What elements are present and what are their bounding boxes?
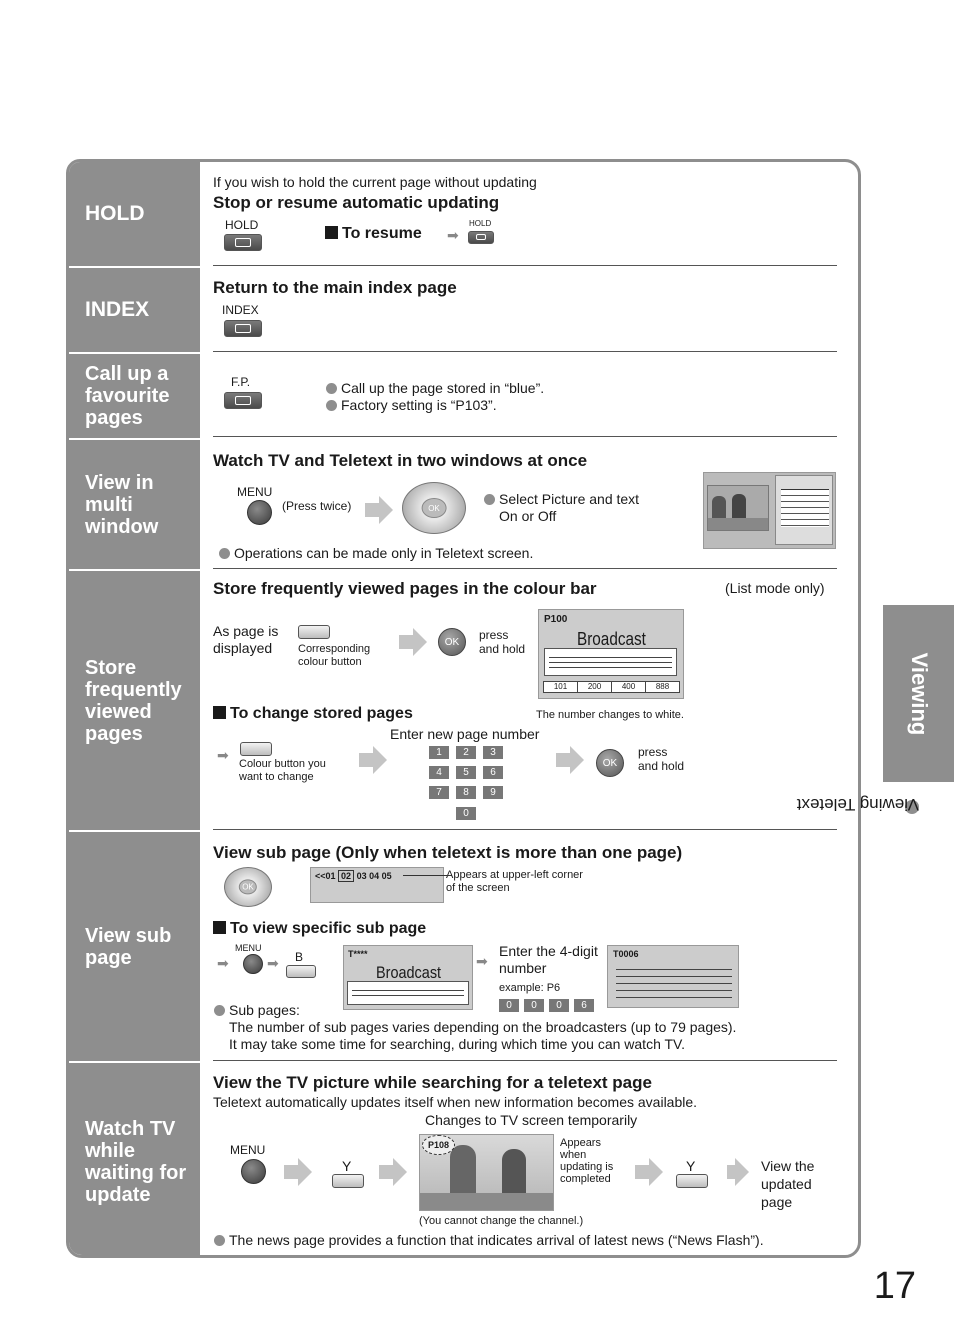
hold-button[interactable] bbox=[224, 234, 262, 251]
colour-button[interactable] bbox=[298, 625, 330, 639]
number-note: The number changes to white. bbox=[536, 709, 684, 721]
colour-bar-item: 888 bbox=[655, 682, 670, 691]
content-frame bbox=[66, 159, 861, 1258]
divider bbox=[213, 1060, 837, 1061]
side-tab-viewing[interactable] bbox=[883, 605, 954, 782]
divider bbox=[213, 436, 837, 437]
screen-body bbox=[347, 981, 469, 1005]
no-change-note: (You cannot change the channel.) bbox=[419, 1215, 584, 1227]
arrow-icon bbox=[556, 746, 584, 774]
colour-button[interactable] bbox=[240, 742, 272, 756]
y-label-2: Y bbox=[686, 1158, 696, 1174]
label-index: INDEX bbox=[69, 268, 200, 352]
menu-label: MENU bbox=[230, 1143, 266, 1157]
digit-key[interactable]: 0 bbox=[499, 999, 519, 1012]
dpad-icon[interactable]: OK bbox=[402, 482, 466, 534]
label-watch: Watch TV while waiting for update bbox=[69, 1063, 200, 1258]
hold-small-label: HOLD bbox=[469, 219, 492, 228]
divider bbox=[213, 568, 837, 569]
digit-key[interactable]: 6 bbox=[574, 999, 594, 1012]
arrow-icon: ➡ bbox=[447, 227, 459, 243]
multi-heading: Watch TV and Teletext in two windows at once bbox=[213, 451, 588, 470]
change-heading: To change stored pages bbox=[213, 705, 413, 723]
multi-note-1b: On or Off bbox=[499, 508, 557, 524]
sub-pages-label: Sub pages: bbox=[214, 1002, 300, 1018]
menu-button[interactable] bbox=[241, 1159, 266, 1184]
hold-button-label: HOLD bbox=[225, 218, 259, 232]
menu-label: MENU bbox=[237, 485, 273, 499]
to-resume: To resume bbox=[325, 225, 422, 243]
as-page: As page is displayed bbox=[213, 623, 279, 656]
menu-button[interactable] bbox=[247, 500, 272, 525]
key-1[interactable]: 1 bbox=[429, 746, 449, 759]
arrow-icon: ➡ bbox=[217, 747, 229, 763]
sub-pages-note-1: The number of sub pages varies depending on the broadcasters (up to 79 pages). bbox=[229, 1019, 737, 1035]
y-button[interactable] bbox=[332, 1174, 364, 1188]
colour-bar bbox=[543, 681, 680, 693]
pointer-line bbox=[403, 875, 447, 876]
colour-bar-item: 200 bbox=[578, 682, 612, 692]
arrow-icon bbox=[379, 1158, 407, 1186]
view-updated: View the updated page bbox=[761, 1158, 815, 1210]
colour-change-note: Colour button you want to change bbox=[239, 758, 326, 783]
press-twice: (Press twice) bbox=[282, 499, 352, 513]
changes-note: Changes to TV screen temporarily bbox=[425, 1112, 638, 1128]
sub-pages-note-2: It may take some time for searching, during which time you can watch TV. bbox=[229, 1036, 685, 1052]
divider bbox=[213, 265, 837, 266]
teletext-window bbox=[775, 475, 833, 545]
page-number: T0006 bbox=[613, 949, 639, 959]
key-3[interactable]: 3 bbox=[483, 746, 503, 759]
dpad-icon[interactable]: OK bbox=[224, 867, 272, 907]
specific-heading: To view specific sub page bbox=[213, 920, 426, 938]
key-7[interactable]: 7 bbox=[429, 786, 449, 799]
subpage-numbers: <<01 02 03 04 05 bbox=[315, 871, 392, 881]
fp-button[interactable] bbox=[224, 392, 262, 409]
screen-lines bbox=[616, 963, 732, 1001]
watch-intro: Teletext automatically updates itself when new information becomes available. bbox=[213, 1094, 698, 1110]
label-multi-window: View in multi window bbox=[69, 440, 200, 569]
page-number: 17 bbox=[873, 1265, 916, 1307]
news-note: The news page provides a function that indicates arrival of latest news (“News Flash”). bbox=[214, 1232, 764, 1248]
press-hold: press and hold bbox=[479, 628, 526, 656]
colour-bar-item: 400 bbox=[612, 682, 646, 692]
screen-title: Broadcast bbox=[577, 629, 646, 649]
ok-button[interactable]: OK bbox=[596, 749, 624, 777]
enter-new: Enter new page number bbox=[390, 726, 540, 742]
tv-picture-icon bbox=[707, 485, 769, 531]
multi-note-1: Select Picture and text bbox=[484, 491, 639, 507]
teletext-screen bbox=[343, 945, 473, 1010]
side-subtitle bbox=[796, 790, 925, 970]
arrow-icon: ➡ bbox=[267, 955, 279, 971]
label-hold: HOLD bbox=[69, 162, 200, 266]
key-5[interactable]: 5 bbox=[456, 766, 476, 779]
arrow-icon: ➡ bbox=[476, 953, 488, 969]
menu-label: MENU bbox=[235, 943, 262, 953]
digit-key[interactable]: 0 bbox=[549, 999, 569, 1012]
fp-button-label: F.P. bbox=[231, 375, 251, 389]
label-store: Store frequently viewed pages bbox=[69, 571, 200, 830]
index-heading: Return to the main index page bbox=[213, 278, 457, 297]
appears-note: Appears at upper-left corner of the screen bbox=[446, 869, 583, 894]
example-note: example: P6 bbox=[499, 982, 561, 994]
hold-intro: If you wish to hold the current page without updating bbox=[213, 174, 537, 190]
index-button[interactable] bbox=[224, 320, 262, 337]
arrow-icon: ➡ bbox=[217, 955, 229, 971]
list-mode: (List mode only) bbox=[725, 580, 825, 596]
arrow-icon bbox=[284, 1158, 312, 1186]
key-4[interactable]: 4 bbox=[429, 766, 449, 779]
divider bbox=[213, 351, 837, 352]
corresponding-note: Corresponding colour button bbox=[298, 643, 371, 668]
label-sub-page: View sub page bbox=[69, 832, 200, 1061]
page-number: T**** bbox=[348, 949, 368, 959]
key-6[interactable]: 6 bbox=[483, 766, 503, 779]
index-button-label: INDEX bbox=[222, 303, 259, 317]
multi-note-2: Operations can be made only in Teletext screen. bbox=[219, 545, 533, 561]
key-0[interactable]: 0 bbox=[456, 807, 476, 820]
watch-heading: View the TV picture while searching for a teletext page bbox=[213, 1073, 652, 1092]
side-subtitle-label: Viewing Teletext bbox=[796, 795, 919, 814]
page-number: P100 bbox=[544, 614, 568, 625]
arrow-icon bbox=[365, 496, 393, 524]
subpage-strip bbox=[310, 867, 444, 903]
y-button-2[interactable] bbox=[676, 1174, 708, 1188]
press-hold-2: press and hold bbox=[638, 745, 685, 773]
key-2[interactable]: 2 bbox=[456, 746, 476, 759]
divider bbox=[213, 829, 837, 830]
colour-bar-item: 101 bbox=[544, 682, 578, 692]
tv-screen bbox=[419, 1134, 554, 1211]
fav-note-2: Factory setting is “P103”. bbox=[326, 397, 497, 413]
multi-window-screen bbox=[703, 472, 836, 549]
enter-note: Enter the 4-digit number bbox=[499, 943, 598, 976]
digit-key[interactable]: 0 bbox=[524, 999, 544, 1012]
label-favourite: Call up a favourite pages bbox=[69, 354, 200, 438]
b-label: B bbox=[295, 950, 304, 964]
arrow-icon bbox=[635, 1158, 663, 1186]
appears-note: Appears when updating is completed bbox=[560, 1137, 614, 1185]
screen-body bbox=[544, 648, 677, 676]
ok-button[interactable]: OK bbox=[438, 628, 466, 656]
hold-heading: Stop or resume automatic updating bbox=[213, 193, 500, 212]
teletext-screen bbox=[538, 609, 684, 699]
subpage-heading: View sub page (Only when teletext is more than one page) bbox=[213, 843, 683, 862]
arrow-icon bbox=[359, 746, 387, 774]
b-button[interactable] bbox=[286, 965, 316, 978]
menu-button[interactable] bbox=[243, 954, 263, 974]
y-label: Y bbox=[342, 1158, 352, 1174]
side-tab-label: Viewing bbox=[906, 652, 932, 735]
screen-title: Broadcast bbox=[376, 963, 442, 982]
hold-resume-button[interactable] bbox=[468, 231, 494, 244]
teletext-screen-2 bbox=[607, 945, 739, 1008]
key-9[interactable]: 9 bbox=[483, 786, 503, 799]
fav-note-1: Call up the page stored in “blue”. bbox=[326, 380, 544, 396]
key-8[interactable]: 8 bbox=[456, 786, 476, 799]
page-number: P108 bbox=[422, 1135, 455, 1155]
arrow-icon bbox=[399, 628, 427, 656]
store-heading: Store frequently viewed pages in the colour bar bbox=[213, 579, 597, 598]
arrow-icon bbox=[727, 1158, 749, 1186]
